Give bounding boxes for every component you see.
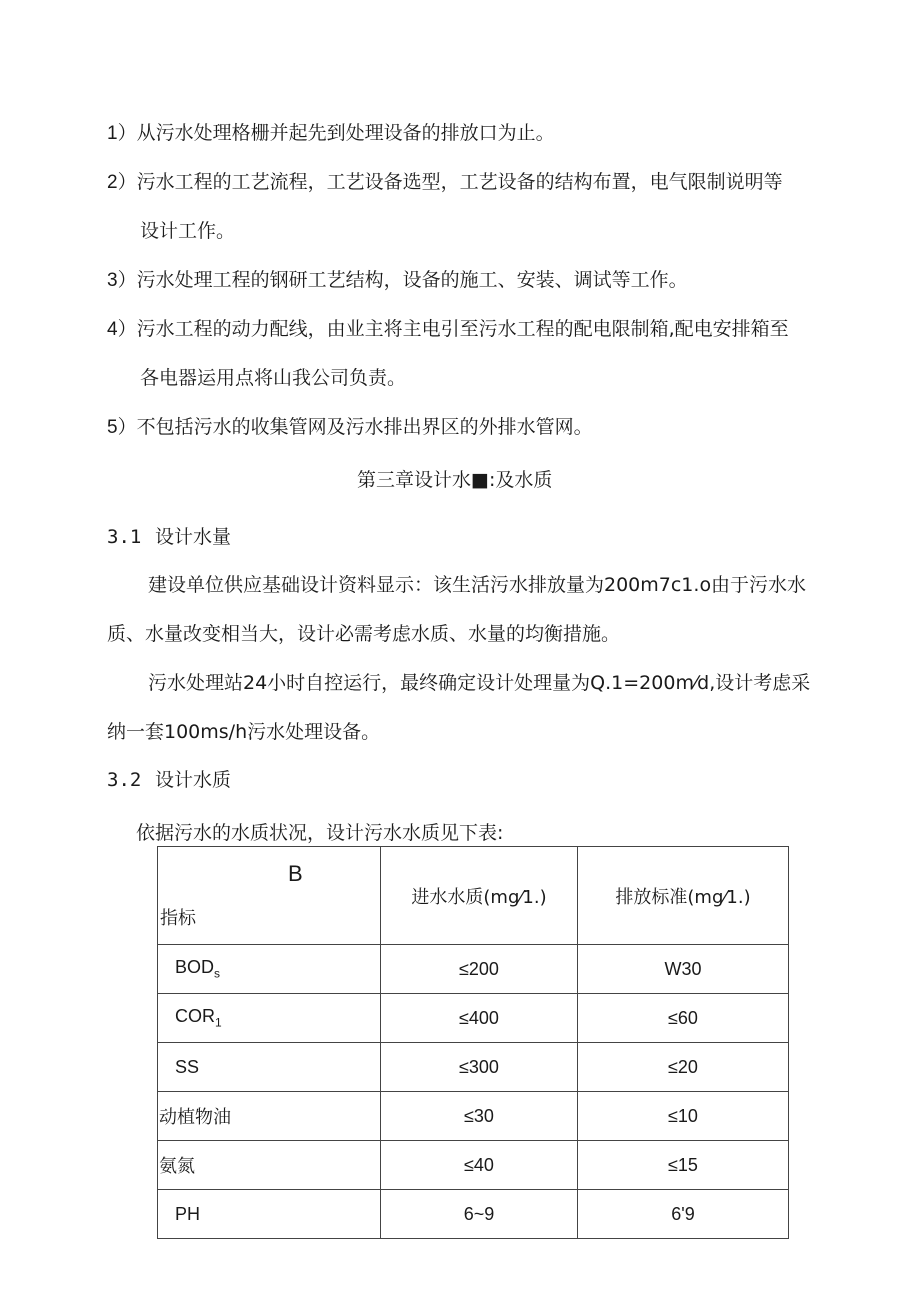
subscript: 1	[215, 1015, 222, 1030]
scope-item-number: 3）	[107, 270, 137, 291]
chapter-title: 第三章设计水■:及水质	[357, 469, 553, 491]
discharge-value: ≤20	[578, 1043, 789, 1092]
scope-item-text: 不包括污水的收集管网及污水排出界区的外排水管网。	[136, 416, 593, 438]
scope-item-text: 污水处理工程的钢研工艺结构，设备的施工、安装、调试等工作。	[136, 269, 688, 291]
header-indicator-cell	[158, 847, 381, 945]
scope-item-5	[107, 415, 593, 440]
subscript: s	[214, 966, 221, 981]
indicator-name: $COR_1$	[158, 994, 381, 1043]
paragraph-text: 建设单位供应基础设计资料显示：该生活污水排放量为200m7c1.o由于污水水	[148, 574, 807, 596]
scope-item-2-continuation: 设计工作。	[140, 220, 236, 242]
indicator-name: SS	[158, 1043, 381, 1092]
scope-item-number: 1）	[107, 123, 137, 144]
table-intro: 依据污水的水质状况，设计污水水质见下表:	[136, 822, 504, 844]
influent-value: ≤40	[381, 1141, 578, 1190]
discharge-value: 6'9	[578, 1190, 789, 1239]
discharge-value: ≤15	[578, 1141, 789, 1190]
discharge-value: ≤60	[578, 994, 789, 1043]
influent-value: ≤400	[381, 994, 578, 1043]
scope-item-2	[107, 170, 783, 195]
discharge-value: W30	[578, 945, 789, 994]
scope-item-number: 4）	[107, 319, 137, 340]
influent-value: ≤300	[381, 1043, 578, 1092]
paragraph-text: 质、水量改变相当大，设计必需考虑水质、水量的均衡措施。	[107, 623, 621, 645]
indicator-name: $BOD_s$	[158, 945, 381, 994]
indicator-name: 动植物油	[158, 1092, 381, 1141]
scope-item-1	[107, 121, 555, 146]
table-row	[158, 994, 789, 1043]
table-row	[158, 945, 789, 994]
influent-value: 6~9	[381, 1190, 578, 1239]
table-row	[158, 1190, 789, 1239]
section-number: 3.1	[107, 526, 142, 548]
scope-item-number: 5）	[107, 417, 137, 438]
section-heading-3-1	[107, 525, 231, 549]
paragraph-text: 纳一套100ms/h污水处理设备。	[107, 721, 381, 743]
scope-item-3	[107, 268, 688, 293]
header-label: 指标	[160, 908, 196, 929]
section-heading-3-2	[107, 768, 231, 792]
section-number: 3.2	[107, 769, 142, 791]
table-row	[158, 1043, 789, 1092]
table-header-row	[158, 847, 789, 945]
table-row	[158, 1141, 789, 1190]
scope-item-4	[107, 317, 789, 342]
scope-item-text: 污水工程的工艺流程，工艺设备选型，工艺设备的结构布置，电气限制说明等	[136, 171, 783, 193]
header-influent: 进水水质(mg⁄1.)	[381, 847, 578, 945]
discharge-value: ≤10	[578, 1092, 789, 1141]
header-mark: B	[288, 861, 303, 886]
scope-item-text: 从污水处理格栅并起先到处理设备的排放口为止。	[136, 122, 555, 144]
paragraph-text: 污水处理站24小时自控运行，最终确定设计处理量为Q.1=200m⁄d,设计考虑采	[148, 672, 811, 694]
indicator-name: 氨氮	[158, 1141, 381, 1190]
scope-item-number: 2）	[107, 172, 137, 193]
section-title: 设计水量	[155, 526, 232, 548]
indicator-name: PH	[158, 1190, 381, 1239]
table-row	[158, 1092, 789, 1141]
scope-item-4-continuation: 各电器运用点将山我公司负责。	[140, 367, 407, 389]
section-title: 设计水质	[155, 769, 232, 791]
water-quality-table	[157, 846, 789, 1239]
scope-item-text: 污水工程的动力配线，由业主将主电引至污水工程的配电限制箱,配电安排箱至	[136, 318, 789, 340]
influent-value: ≤200	[381, 945, 578, 994]
header-discharge: 排放标准(mg⁄1.)	[578, 847, 789, 945]
influent-value: ≤30	[381, 1092, 578, 1141]
